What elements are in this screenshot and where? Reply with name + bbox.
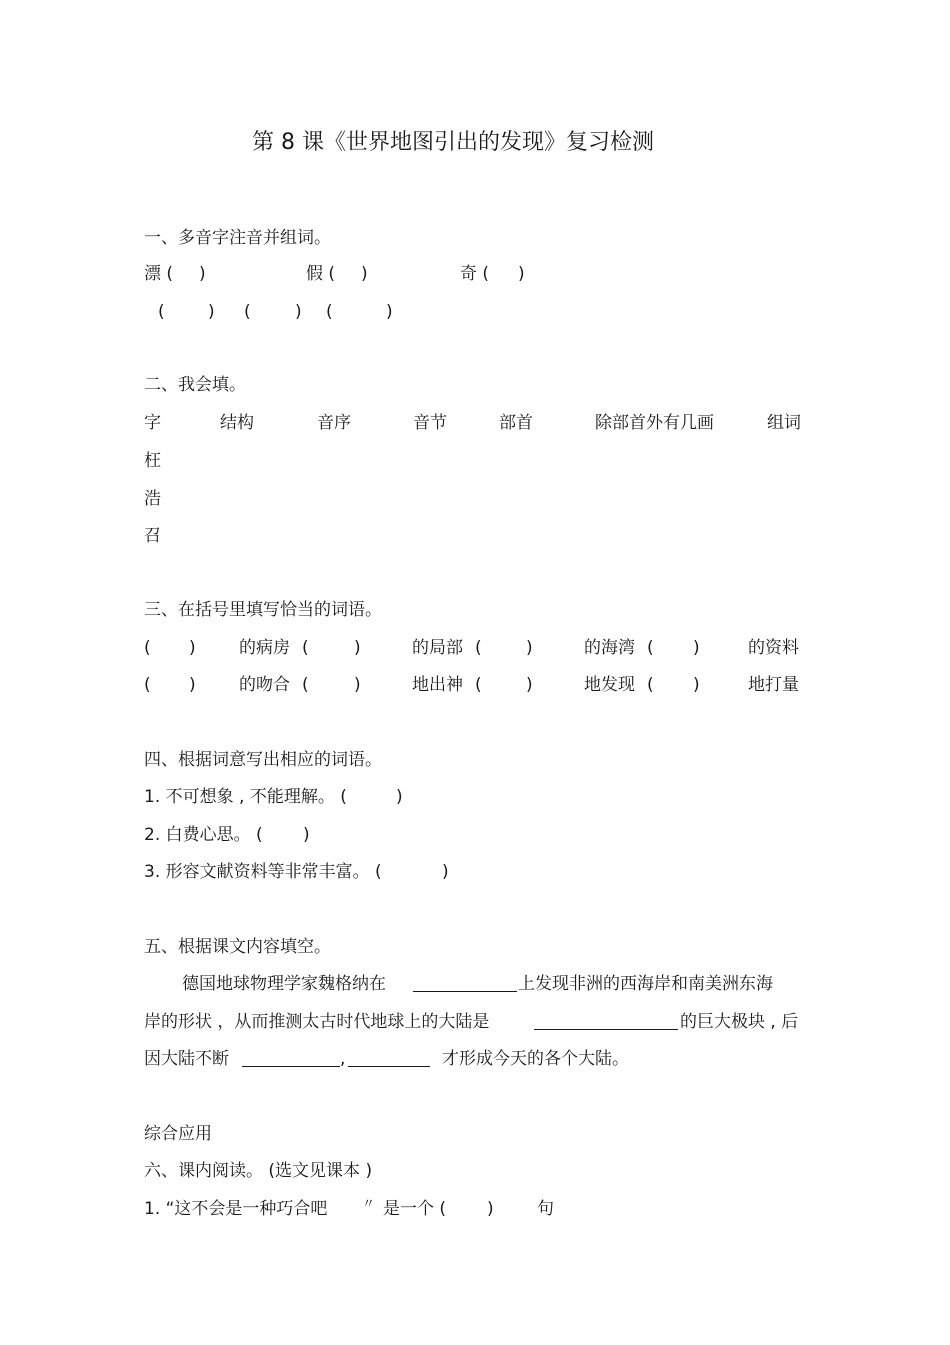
passage-text: 岸的形状 ，从而推测太古时代地球上的大陆是 bbox=[144, 1012, 490, 1032]
fill-phrase: 地发现 bbox=[584, 675, 635, 695]
section-heading: 综合应用 bbox=[144, 1124, 212, 1144]
polyphone-char-2: 假 ( bbox=[306, 264, 336, 284]
section-2-heading: 二、我会填。 bbox=[144, 375, 246, 395]
table-row-char: 召 bbox=[144, 526, 161, 546]
paren-close: ) bbox=[361, 264, 368, 284]
paren-close: ) bbox=[199, 264, 206, 284]
passage-text: 才形成今天的各个大陆。 bbox=[442, 1049, 629, 1069]
section-4-heading: 四、根据词意写出相应的词语。 bbox=[144, 750, 382, 770]
paren-open: ( bbox=[647, 675, 654, 695]
paren-close: ) bbox=[526, 675, 533, 695]
table-header: 结构 bbox=[220, 413, 254, 433]
section-6-heading: 六、课内阅读。 (选文见课本 ) bbox=[144, 1161, 373, 1181]
fill-phrase: 的局部 bbox=[412, 638, 463, 658]
paren-close: ) bbox=[303, 825, 310, 845]
fill-phrase: 地出神 bbox=[412, 675, 463, 695]
fill-phrase: 的病房 bbox=[239, 638, 290, 658]
paren-open: ( bbox=[326, 302, 333, 322]
fill-phrase: 的吻合 bbox=[239, 675, 290, 695]
fill-blank[interactable] bbox=[413, 975, 517, 992]
paren-open: ( bbox=[475, 675, 482, 695]
definition-item: 1. 不可想象 , 不能理解。 ( bbox=[144, 787, 347, 807]
paren-close: ) bbox=[295, 302, 302, 322]
table-header: 组词 bbox=[767, 413, 801, 433]
paren-open: ( bbox=[144, 638, 151, 658]
comma: , bbox=[340, 1049, 346, 1069]
fill-phrase: 地打量 bbox=[748, 675, 799, 695]
paren-open: ( bbox=[158, 302, 165, 322]
paren-close: ) bbox=[208, 302, 215, 322]
table-header: 字 bbox=[144, 413, 161, 433]
table-header: 音节 bbox=[413, 413, 447, 433]
definition-item: 3. 形容文献资料等非常丰富。 ( bbox=[144, 862, 382, 882]
fill-blank[interactable] bbox=[534, 1013, 678, 1030]
fill-blank[interactable] bbox=[348, 1050, 430, 1067]
paren-close: ) bbox=[693, 675, 700, 695]
paren-close: ) bbox=[386, 302, 393, 322]
paren-close: ) bbox=[518, 264, 525, 284]
table-header: 除部首外有几画 bbox=[595, 413, 714, 433]
passage-text: 德国地球物理学家魏格纳在 bbox=[182, 974, 386, 994]
paren-open: ( bbox=[302, 675, 309, 695]
fill-blank[interactable] bbox=[242, 1050, 340, 1067]
paren-close: ) bbox=[189, 675, 196, 695]
question-text: 句 bbox=[537, 1199, 554, 1219]
section-3-heading: 三、在括号里填写恰当的词语。 bbox=[144, 600, 382, 620]
page-title: 第 8 课《世界地图引出的发现》复习检测 bbox=[252, 130, 654, 155]
paren-close: ) bbox=[189, 638, 196, 658]
paren-open: ( bbox=[475, 638, 482, 658]
paren-open: ( bbox=[647, 638, 654, 658]
fill-phrase: 的海湾 bbox=[584, 638, 635, 658]
table-header: 音序 bbox=[317, 413, 351, 433]
paren-open: ( bbox=[244, 302, 251, 322]
paren-close: ) bbox=[354, 675, 361, 695]
paren-close: ) bbox=[487, 1199, 494, 1219]
table-row-char: 浩 bbox=[144, 489, 161, 509]
paren-close: ) bbox=[526, 638, 533, 658]
paren-close: ) bbox=[354, 638, 361, 658]
question-text: 1. “这不会是一种巧合吧 bbox=[144, 1199, 328, 1219]
quote-mark: 〃 bbox=[362, 1197, 376, 1212]
definition-item: 2. 白费心思。 ( bbox=[144, 825, 263, 845]
section-5-heading: 五、根据课文内容填空。 bbox=[144, 937, 331, 957]
table-row-char: 枉 bbox=[144, 451, 161, 471]
fill-phrase: 的资料 bbox=[748, 638, 799, 658]
passage-text: 上发现非洲的西海岸和南美洲东海 bbox=[518, 974, 773, 994]
passage-text: 的巨大极块 , 后 bbox=[680, 1012, 799, 1032]
paren-close: ) bbox=[442, 862, 449, 882]
polyphone-char-3: 奇 ( bbox=[460, 264, 490, 284]
paren-close: ) bbox=[693, 638, 700, 658]
table-header: 部首 bbox=[499, 413, 533, 433]
polyphone-char-1: 漂 ( bbox=[144, 264, 174, 284]
paren-open: ( bbox=[302, 638, 309, 658]
question-text: 是一个 ( bbox=[383, 1199, 447, 1219]
paren-open: ( bbox=[144, 675, 151, 695]
passage-text: 因大陆不断 bbox=[144, 1049, 229, 1069]
section-1-heading: 一、多音字注音并组词。 bbox=[144, 228, 331, 248]
paren-close: ) bbox=[396, 787, 403, 807]
